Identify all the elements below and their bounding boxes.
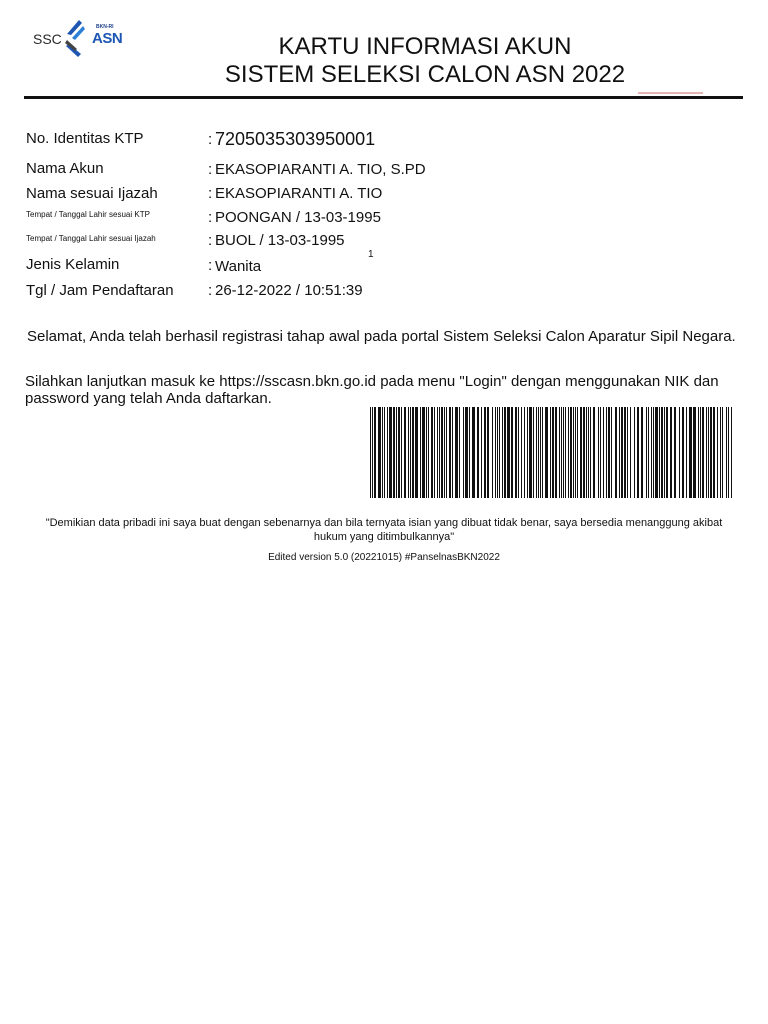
barcode-bar [540,407,541,498]
barcode-bar [710,407,712,498]
barcode-bar [722,407,723,498]
diploma-name-label: Nama sesuai Ijazah [26,185,158,202]
card-title-line1: KARTU INFORMASI AKUN [278,33,572,60]
barcode-bar [511,407,513,498]
barcode-bar [446,407,447,498]
barcode-bar [389,407,392,498]
barcode-bar [455,407,458,498]
barcode-bar [372,407,373,498]
account-name-value: EKASOPIARANTI A. TIO, S.PD [215,161,426,178]
barcode-bar [655,407,658,498]
barcode-bar [518,407,519,498]
barcode-bar [646,407,647,498]
barcode-bar [598,407,599,498]
barcode-bar [426,407,427,498]
barcode-bar [619,407,620,498]
barcode-bar [637,407,639,498]
barcode-bar [542,407,543,498]
barcode-bar [706,407,707,498]
barcode-bar [552,407,554,498]
barcode-bar [693,407,696,498]
birth-diploma-colon: : [208,232,213,249]
barcode-bar [408,407,409,498]
barcode-bar [396,407,397,498]
barcode-bar [477,407,479,498]
ktp-label: No. Identitas KTP [26,130,144,147]
logo-bkn-text: BKN-RI [96,24,114,30]
barcode-bar [627,407,628,498]
barcode-bar [515,407,517,498]
barcode-bar [497,407,498,498]
barcode-bar [463,407,464,498]
logo-ssc-text: SSC [33,31,62,47]
barcode-bar [550,407,551,498]
barcode-bar [634,407,635,498]
congratulations-message: Selamat, Anda telah berhasil registrasi tahap awal pada portal Sistem Seleksi Calon Aparatur Sipil Negara. [27,328,736,345]
barcode-bar [469,407,470,498]
barcode-bar [387,407,388,498]
barcode-bar [686,407,687,498]
barcode-bar [507,407,510,498]
barcode-bar [404,407,406,498]
barcode-bar [590,407,591,498]
barcode-bar [651,407,652,498]
birth-diploma-value: BUOL / 13-03-1995 [215,232,345,249]
ktp-colon: : [208,131,213,148]
barcode-bar [664,407,665,498]
barcode-bar [717,407,718,498]
barcode-bar [611,407,612,498]
barcode-bar [559,407,560,498]
barcode-bar [410,407,411,498]
birth-ktp-label: Tempat / Tanggal Lahir sesuai KTP [26,210,150,219]
header-divider [24,96,743,99]
barcode-bar [441,407,443,498]
diploma-name-value: EKASOPIARANTI A. TIO [215,185,383,202]
barcode-bar [666,407,668,498]
registration-time-value: 26-12-2022 / 10:51:39 [215,282,363,299]
barcode-bar [398,407,400,498]
card-title-line2: SISTEM SELEKSI CALON ASN 2022 [224,61,626,88]
barcode-bar [384,407,385,498]
barcode-bar [527,407,528,498]
gender-colon: : [208,257,213,274]
barcode-bar [545,407,548,498]
barcode-bar [452,407,453,498]
barcode-bar [538,407,539,498]
barcode-bar [434,407,435,498]
barcode-bar [641,407,643,498]
barcode-bar [529,407,532,498]
account-name-colon: : [208,161,213,178]
barcode-bar [674,407,676,498]
gender-label: Jenis Kelamin [26,256,120,273]
registration-time-label: Tgl / Jam Pendaftaran [26,282,174,299]
barcode-bar [621,407,623,498]
barcode-bar [713,407,715,498]
barcode-bar [378,407,381,498]
diploma-name-colon: : [208,185,213,202]
barcode-bar [720,407,721,498]
barcode-bar [608,407,610,498]
barcode-bar [593,407,595,498]
ktp-value: 7205035303950001 [215,129,376,149]
barcode-bar [682,407,684,498]
barcode-bar [420,407,421,498]
barcode-bar [465,407,468,498]
barcode-bar [679,407,680,498]
barcode-bar [698,407,699,498]
barcode-bar [437,407,438,498]
barcode-bar [481,407,482,498]
barcode-bar [382,407,383,498]
barcode-bar [422,407,425,498]
barcode-bar [415,407,418,498]
barcode-bar [533,407,534,498]
barcode-bar [659,407,660,498]
barcode-bar [615,407,617,498]
barcode-bar [401,407,402,498]
barcode-bar [606,407,607,498]
barcode-bar [412,407,414,498]
account-name-label: Nama Akun [26,160,104,177]
barcode-bar [561,407,562,498]
barcode-bar [431,407,433,498]
barcode-bar [728,407,729,498]
barcode-bar [536,407,537,498]
sscasn-logo [33,14,123,60]
field-marker: 1 [368,249,374,260]
barcode-bar [502,407,503,498]
header-faint-mark [638,92,703,94]
barcode-bar [472,407,475,498]
barcode-bar [374,407,376,498]
barcode-bar [565,407,566,498]
barcode-bar [580,407,582,498]
barcode-bar [726,407,727,498]
barcode-bar [504,407,506,498]
barcode-bar [653,407,654,498]
barcode-bar [439,407,440,498]
barcode-bar [459,407,460,498]
gender-value: Wanita [215,258,262,275]
barcode-bar [524,407,525,498]
barcode-bar [670,407,672,498]
barcode-bar [393,407,395,498]
barcode-image [370,407,732,498]
barcode-bar [444,407,445,498]
barcode-bar [702,407,704,498]
registration-time-colon: : [208,282,213,299]
barcode-bar [499,407,500,498]
barcode-bar [370,407,371,498]
barcode-bar [603,407,604,498]
barcode-bar [577,407,578,498]
version-footer: Edited version 5.0 (20221015) #PanselnasBKN2022 [268,552,500,563]
barcode-bar [495,407,496,498]
barcode-bar [648,407,649,498]
birth-ktp-colon: : [208,209,213,226]
barcode-bar [428,407,429,498]
barcode-bar [555,407,557,498]
barcode-bar [484,407,486,498]
barcode-bar [630,407,631,498]
barcode-bar [731,407,732,498]
barcode-bar [575,407,576,498]
barcode-bar [588,407,589,498]
barcode-bar [568,407,569,498]
barcode-bar [661,407,663,498]
logo-asn-text: ASN [92,30,123,47]
barcode-bar [521,407,522,498]
barcode-bar [586,407,587,498]
barcode-bar [449,407,451,498]
login-instructions: Silahkan lanjutkan masuk ke https://sscasn.bkn.go.id pada menu "Login" dengan menggunakan NIK dan password yang telah Anda daftarkan. [25,373,719,407]
birth-ktp-value: POONGAN / 13-03-1995 [215,209,381,226]
birth-diploma-label: Tempat / Tanggal Lahir sesuai Ijazah [26,234,156,243]
barcode-bar [487,407,489,498]
barcode-bar [563,407,564,498]
logo-mark-icon [63,16,93,60]
barcode-bar [583,407,585,498]
barcode-bar [492,407,493,498]
barcode-bar [700,407,701,498]
barcode-bar [573,407,574,498]
barcode-bar [708,407,709,498]
declaration-statement: "Demikian data pribadi ini saya buat dengan sebenarnya dan bila ternyata isian yang dibuat tidak benar, saya bersedia menanggung akibat hukum yang ditimbulkannya" [45,517,723,543]
barcode-bar [570,407,572,498]
barcode-bar [600,407,601,498]
barcode-bar [689,407,692,498]
barcode-bar [624,407,626,498]
